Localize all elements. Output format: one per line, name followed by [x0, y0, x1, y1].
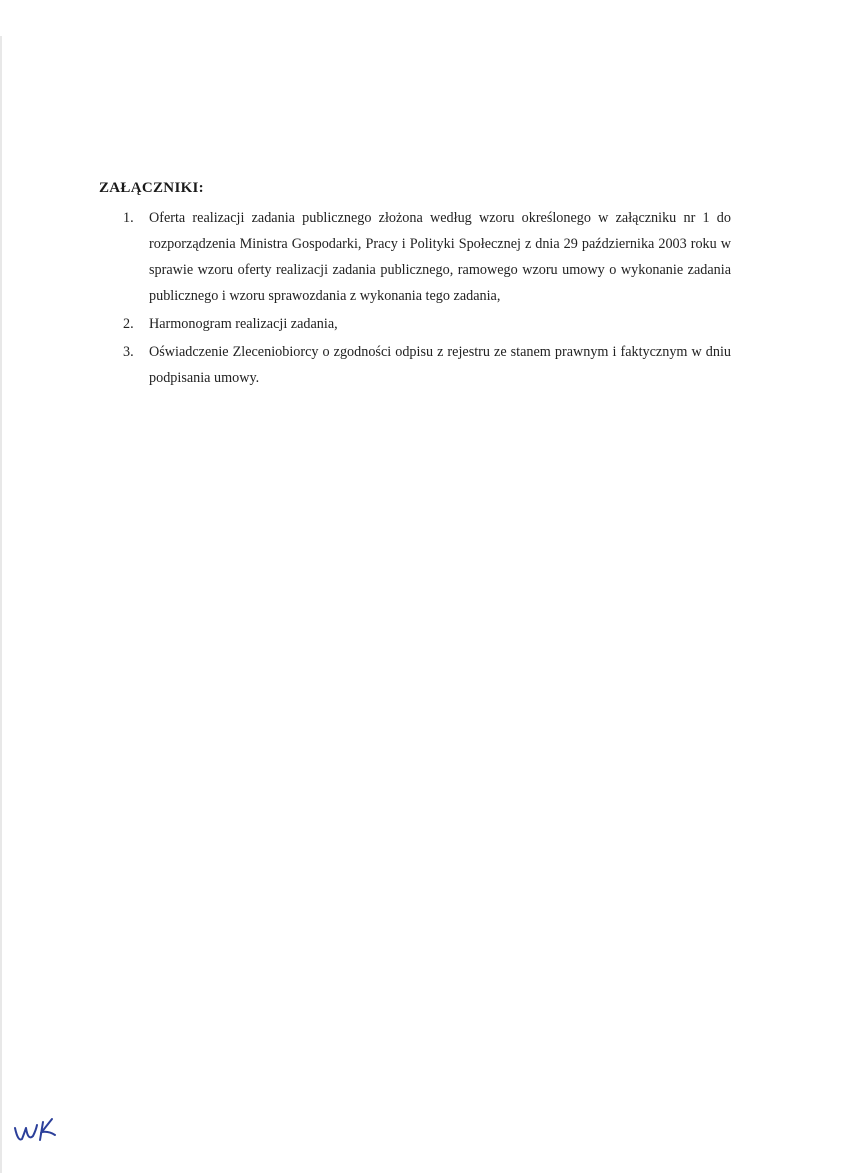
- attachment-text: Oświadczenie Zleceniobiorcy o zgodności odpisu z rejestru ze stanem prawnym i faktycznym w dniu podpisania umowy.: [149, 344, 731, 386]
- attachment-number: 2.: [123, 316, 134, 332]
- attachments-list: [119, 205, 731, 393]
- handwritten-initials-signature: [10, 1112, 58, 1148]
- attachments-heading: ZAŁĄCZNIKI:: [99, 180, 204, 196]
- scan-edge: [0, 36, 2, 1173]
- attachment-number: 3.: [123, 344, 134, 360]
- attachment-text: Oferta realizacji zadania publicznego złożona według wzoru określonego w załączniku nr 1 do rozporządzenia Ministra Gospodarki, Pracy i Polityki Społecznej z dnia 29 października 2003 roku w sprawie wzoru oferty realizacji zadania publicznego, ramowego wzoru umowy o wykonanie zadania publicznego i wzoru sprawozdania z wykonania tego zadania,: [149, 210, 731, 304]
- attachment-number: 1.: [123, 210, 134, 226]
- attachment-item-2: [119, 311, 731, 337]
- attachment-item-1: [119, 205, 731, 309]
- attachment-text: Harmonogram realizacji zadania,: [149, 316, 338, 332]
- attachment-item-3: [119, 339, 731, 391]
